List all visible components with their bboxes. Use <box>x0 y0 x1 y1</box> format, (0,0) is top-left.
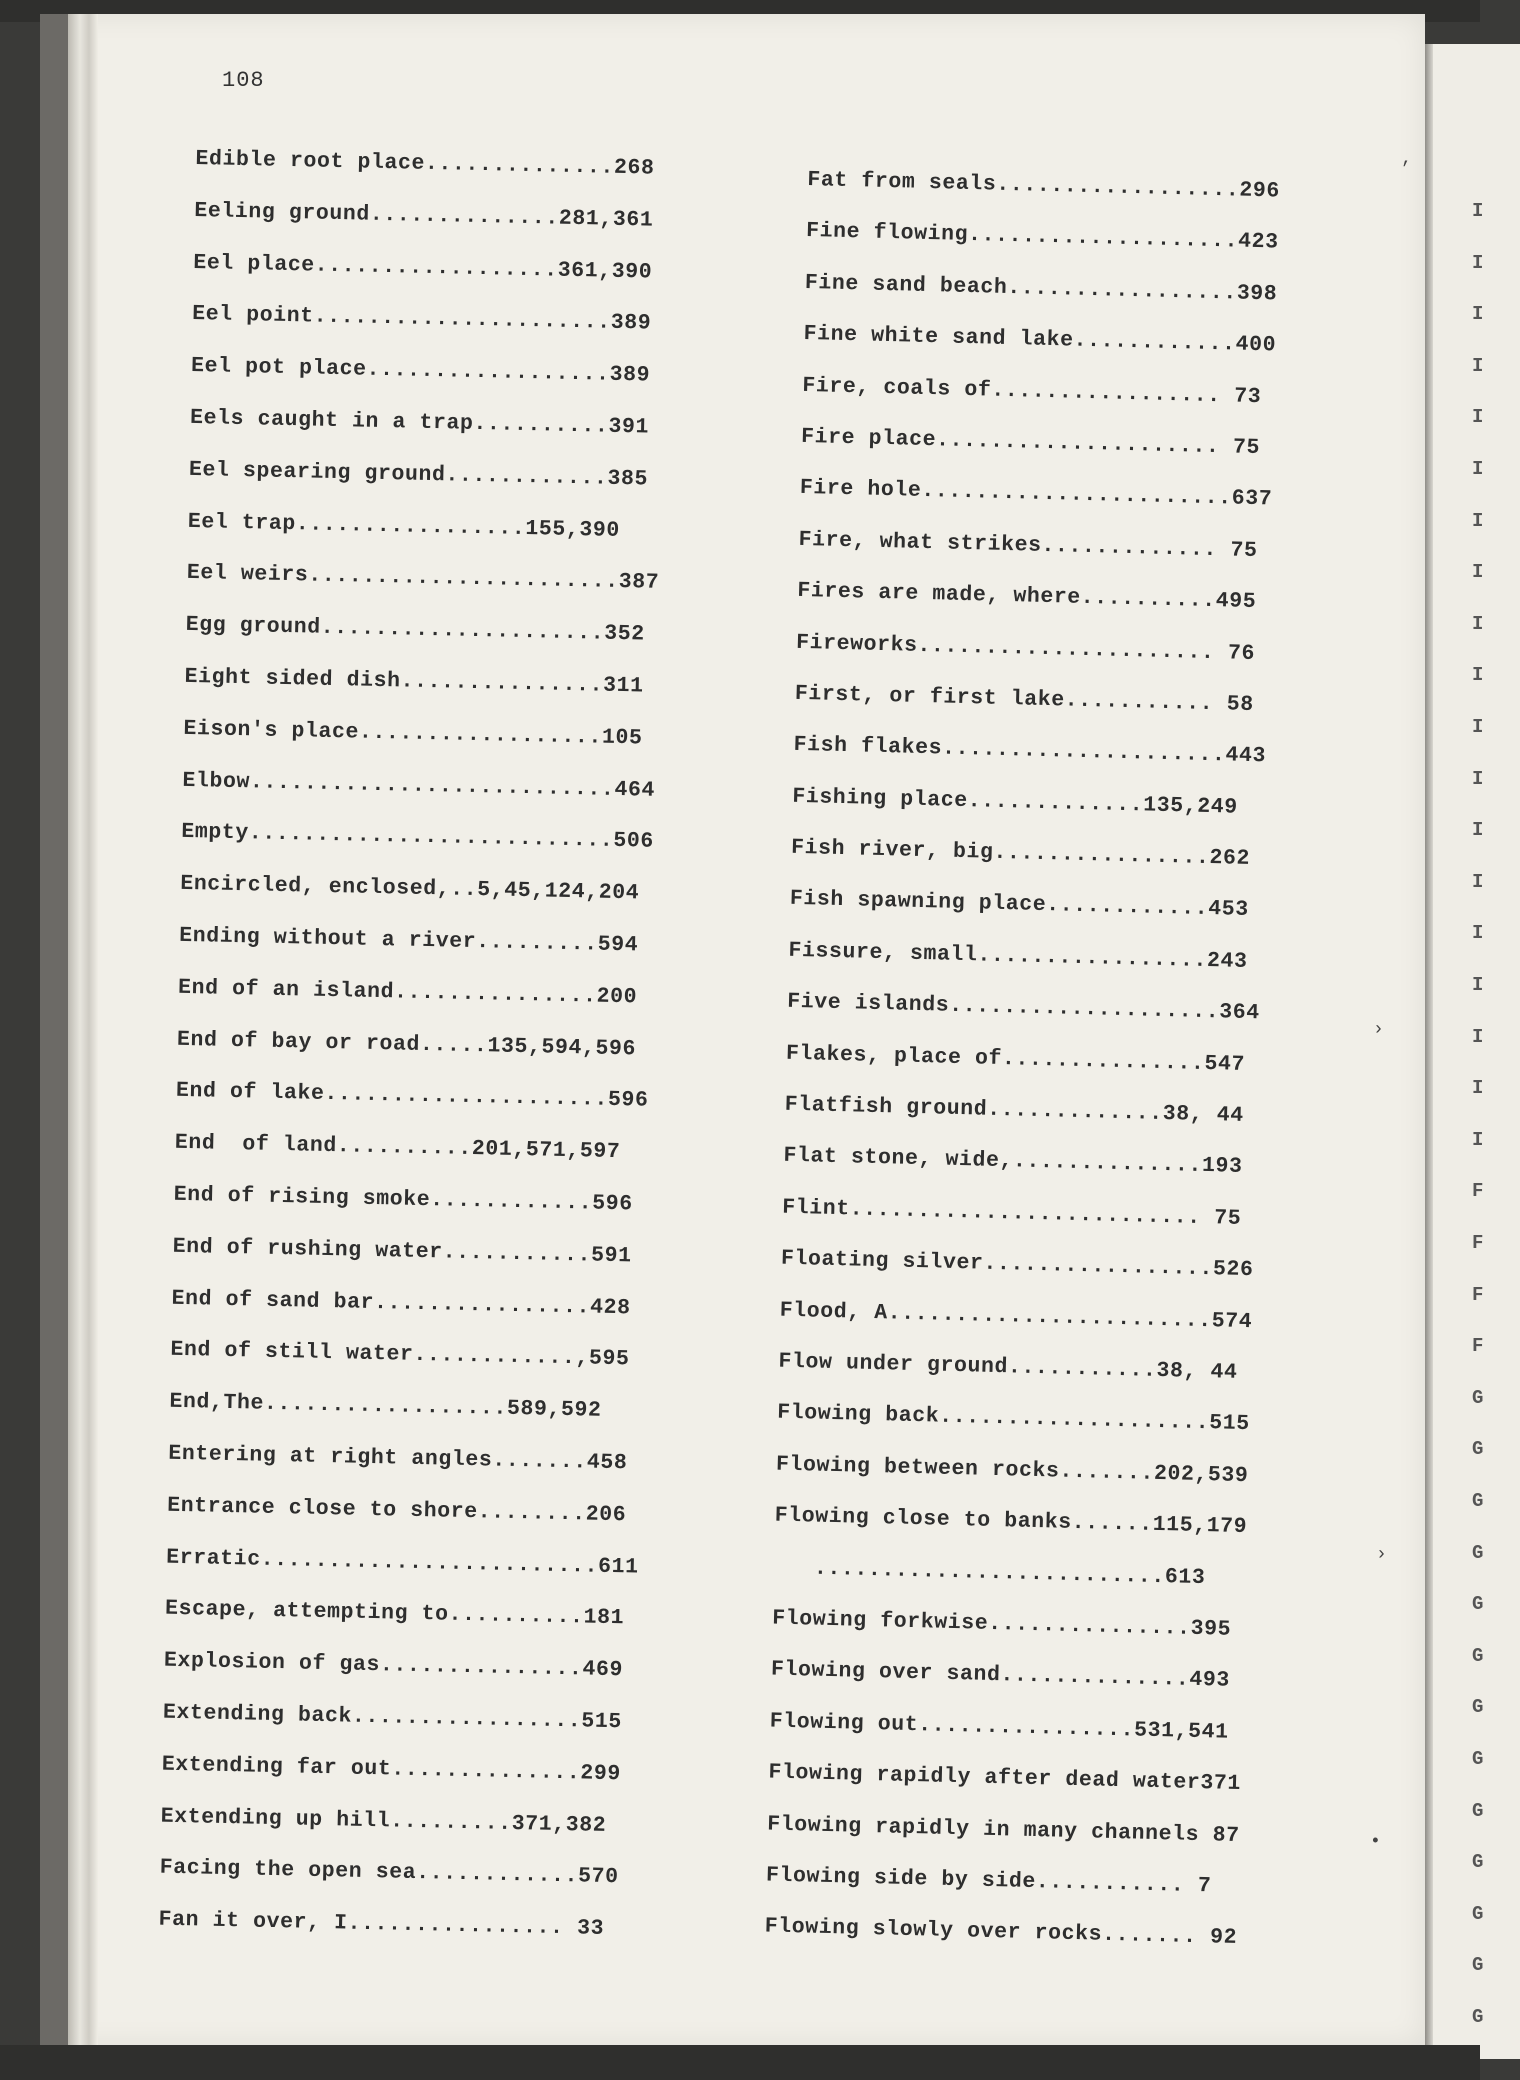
index-entry: Flatfish ground.............38, 44 <box>784 1092 1245 1128</box>
index-entry: Eeling ground..............281,361 <box>194 198 654 233</box>
next-page-letter: G <box>1472 1902 1484 1925</box>
index-entry: Eel pot place..................389 <box>190 354 651 388</box>
index-entry: Eel weirs.......................387 <box>186 561 660 596</box>
binding-shadow <box>40 14 70 2064</box>
index-entry: Eison's place..................105 <box>183 716 643 751</box>
index-entry: Fires are made, where..........495 <box>797 578 1257 615</box>
index-entry: Fishing place.............135,249 <box>792 784 1239 820</box>
index-entry: Flowing rapidly in many channels 87 <box>766 1812 1240 1848</box>
index-entry: Floating silver.................526 <box>780 1246 1254 1283</box>
index-entry: Flowing over sand..............493 <box>770 1657 1231 1694</box>
index-entry: Fire place..................... 75 <box>800 424 1261 461</box>
next-page-letter: G <box>1472 1438 1484 1461</box>
index-entry: Eel trap.................155,390 <box>187 509 621 543</box>
next-page-letter: I <box>1472 509 1484 532</box>
index-entry: Fire hole.......................637 <box>799 476 1273 512</box>
next-page-letter: I <box>1472 870 1484 893</box>
index-entry: Facing the open sea............570 <box>159 1855 619 1890</box>
index-entry: Five islands....................364 <box>787 990 1261 1026</box>
next-page-letter: I <box>1472 664 1484 687</box>
index-entry: Fat from seals..................296 <box>807 167 1281 204</box>
index-entry: Fish flakes.....................443 <box>793 733 1267 769</box>
index-entry: Extending up hill.........371,382 <box>160 1804 607 1838</box>
index-entry: Encircled, enclosed,..5,45,124,204 <box>180 871 640 906</box>
index-entry: Edible root place..............268 <box>195 146 655 181</box>
index-entry: Flowing back....................515 <box>776 1401 1250 1437</box>
index-entry: Extending far out..............299 <box>161 1752 622 1786</box>
index-entry: Entrance close to shore........206 <box>167 1493 627 1528</box>
next-page-letter: I <box>1472 251 1484 274</box>
next-page-letter: F <box>1472 1335 1484 1358</box>
index-entry: Fine white sand lake............400 <box>803 322 1277 358</box>
index-entry: Eight sided dish...............311 <box>184 664 644 699</box>
index-entry: Flowing side by side........... 7 <box>765 1863 1212 1899</box>
index-entry: Flat stone, wide,..............193 <box>783 1144 1243 1180</box>
index-entry: Elbow...........................464 <box>182 768 656 803</box>
next-page-letter: I <box>1472 458 1484 480</box>
index-entry: Fish river, big................262 <box>790 835 1251 872</box>
next-page-letter: G <box>1472 2006 1484 2028</box>
next-page-letter: I <box>1472 716 1484 738</box>
next-page-letter: I <box>1472 922 1484 945</box>
index-entry: Fire, coals of................. 73 <box>802 373 1262 409</box>
next-page-letter: I <box>1472 200 1484 222</box>
next-page-letter: G <box>1472 1490 1484 1512</box>
next-page-letter: I <box>1472 303 1484 326</box>
next-page-letter: I <box>1472 561 1484 584</box>
index-entry: Flowing forkwise...............395 <box>771 1606 1232 1642</box>
index-entry: End of still water............,595 <box>170 1338 630 1372</box>
next-page-letter: I <box>1472 1077 1484 1100</box>
page-binding <box>68 14 98 2064</box>
ink-mark: • <box>1370 1832 1381 1852</box>
next-page-letter: I <box>1472 974 1484 996</box>
next-page-letter: G <box>1472 1799 1484 1822</box>
next-page-letter: G <box>1472 1386 1484 1409</box>
index-entry: Fireworks...................... 76 <box>795 630 1256 666</box>
page-edge <box>1425 44 1433 2054</box>
index-entry: Flowing close to banks......115,179 <box>774 1503 1248 1540</box>
index-entry: End,The..................589,592 <box>169 1389 602 1423</box>
page-number: 108 <box>222 68 265 93</box>
next-page-letter: G <box>1472 1541 1484 1564</box>
next-page-letter: G <box>1472 1851 1484 1874</box>
next-page-letter: G <box>1472 1954 1484 1977</box>
index-entry: Flowing between rocks.......202,539 <box>775 1452 1249 1488</box>
next-page-letter: G <box>1472 1593 1484 1616</box>
index-entry: End of an island...............200 <box>177 975 638 1010</box>
ink-mark: › <box>1373 1020 1384 1040</box>
next-page-letter: I <box>1472 1128 1484 1151</box>
index-entry: End of land..........201,571,597 <box>174 1130 621 1165</box>
next-page-letter: G <box>1472 1748 1484 1770</box>
index-entry: Explosion of gas...............469 <box>163 1648 624 1683</box>
index-entry: Flow under ground...........38, 44 <box>778 1349 1238 1385</box>
index-entry: Erratic.........................611 <box>165 1545 639 1580</box>
index-entry: Flakes, place of...............547 <box>785 1041 1246 1077</box>
left-index-column <box>158 134 668 1956</box>
index-entry: End of rushing water...........591 <box>172 1234 632 1269</box>
index-entry: Flowing out................531,541 <box>769 1709 1229 1745</box>
index-entry: Flowing rapidly after dead water371 <box>768 1760 1242 1797</box>
next-page-letter: I <box>1472 612 1484 635</box>
next-page-letter: F <box>1472 1232 1484 1254</box>
index-entry: End of bay or road.....135,594,596 <box>176 1027 637 1061</box>
next-page-letter: F <box>1472 1283 1484 1306</box>
index-entry: Fine flowing....................423 <box>805 219 1279 255</box>
index-entry: Eel spearing ground............385 <box>188 457 649 492</box>
index-entry: Eels caught in a trap..........391 <box>189 405 650 440</box>
index-entry: Fire, what strikes............. 75 <box>798 527 1258 563</box>
index-entry: Fan it over, I................ 33 <box>158 1907 605 1942</box>
index-entry: End of lake.....................596 <box>175 1079 649 1114</box>
index-entry: Fish spawning place............453 <box>789 887 1250 923</box>
index-entry: Entering at right angles.......458 <box>168 1441 628 1476</box>
ink-mark: ’ <box>1400 160 1411 180</box>
index-entry: End of sand bar................428 <box>171 1286 631 1320</box>
index-entry: Extending back.................515 <box>162 1700 623 1735</box>
next-page-letter: I <box>1472 406 1484 429</box>
index-entry: First, or first lake........... 58 <box>794 681 1255 717</box>
next-page-letter: F <box>1472 1180 1484 1203</box>
right-index-column <box>764 155 1280 1965</box>
index-entry: Escape, attempting to..........181 <box>164 1596 625 1631</box>
index-entry: Flint.......................... 75 <box>781 1195 1242 1231</box>
scan-background-bottom <box>0 2045 1480 2080</box>
index-entry: Ending without a river.........594 <box>178 923 639 958</box>
next-page-letter: I <box>1472 767 1484 790</box>
index-entry: Flood, A........................574 <box>779 1298 1253 1334</box>
index-entry: Eel point......................389 <box>191 302 652 336</box>
ink-mark: › <box>1376 1545 1387 1565</box>
next-page-letter: G <box>1472 1644 1484 1667</box>
index-entry: ..........................613 <box>773 1555 1206 1590</box>
index-entry: End of rising smoke............596 <box>173 1182 634 1217</box>
next-page-letter: I <box>1472 1025 1484 1048</box>
index-entry: Empty...........................506 <box>181 820 655 855</box>
index-entry: Flowing slowly over rocks....... 92 <box>764 1914 1238 1951</box>
index-entry: Fine sand beach.................398 <box>804 270 1278 307</box>
index-entry: Fissure, small.................243 <box>788 938 1248 974</box>
index-entry: Eel place..................361,390 <box>193 250 653 285</box>
next-page-letter: I <box>1472 819 1484 842</box>
next-page-letter: I <box>1472 354 1484 377</box>
next-page-letter: G <box>1472 1696 1484 1719</box>
index-entry: Egg ground.....................352 <box>185 613 645 647</box>
